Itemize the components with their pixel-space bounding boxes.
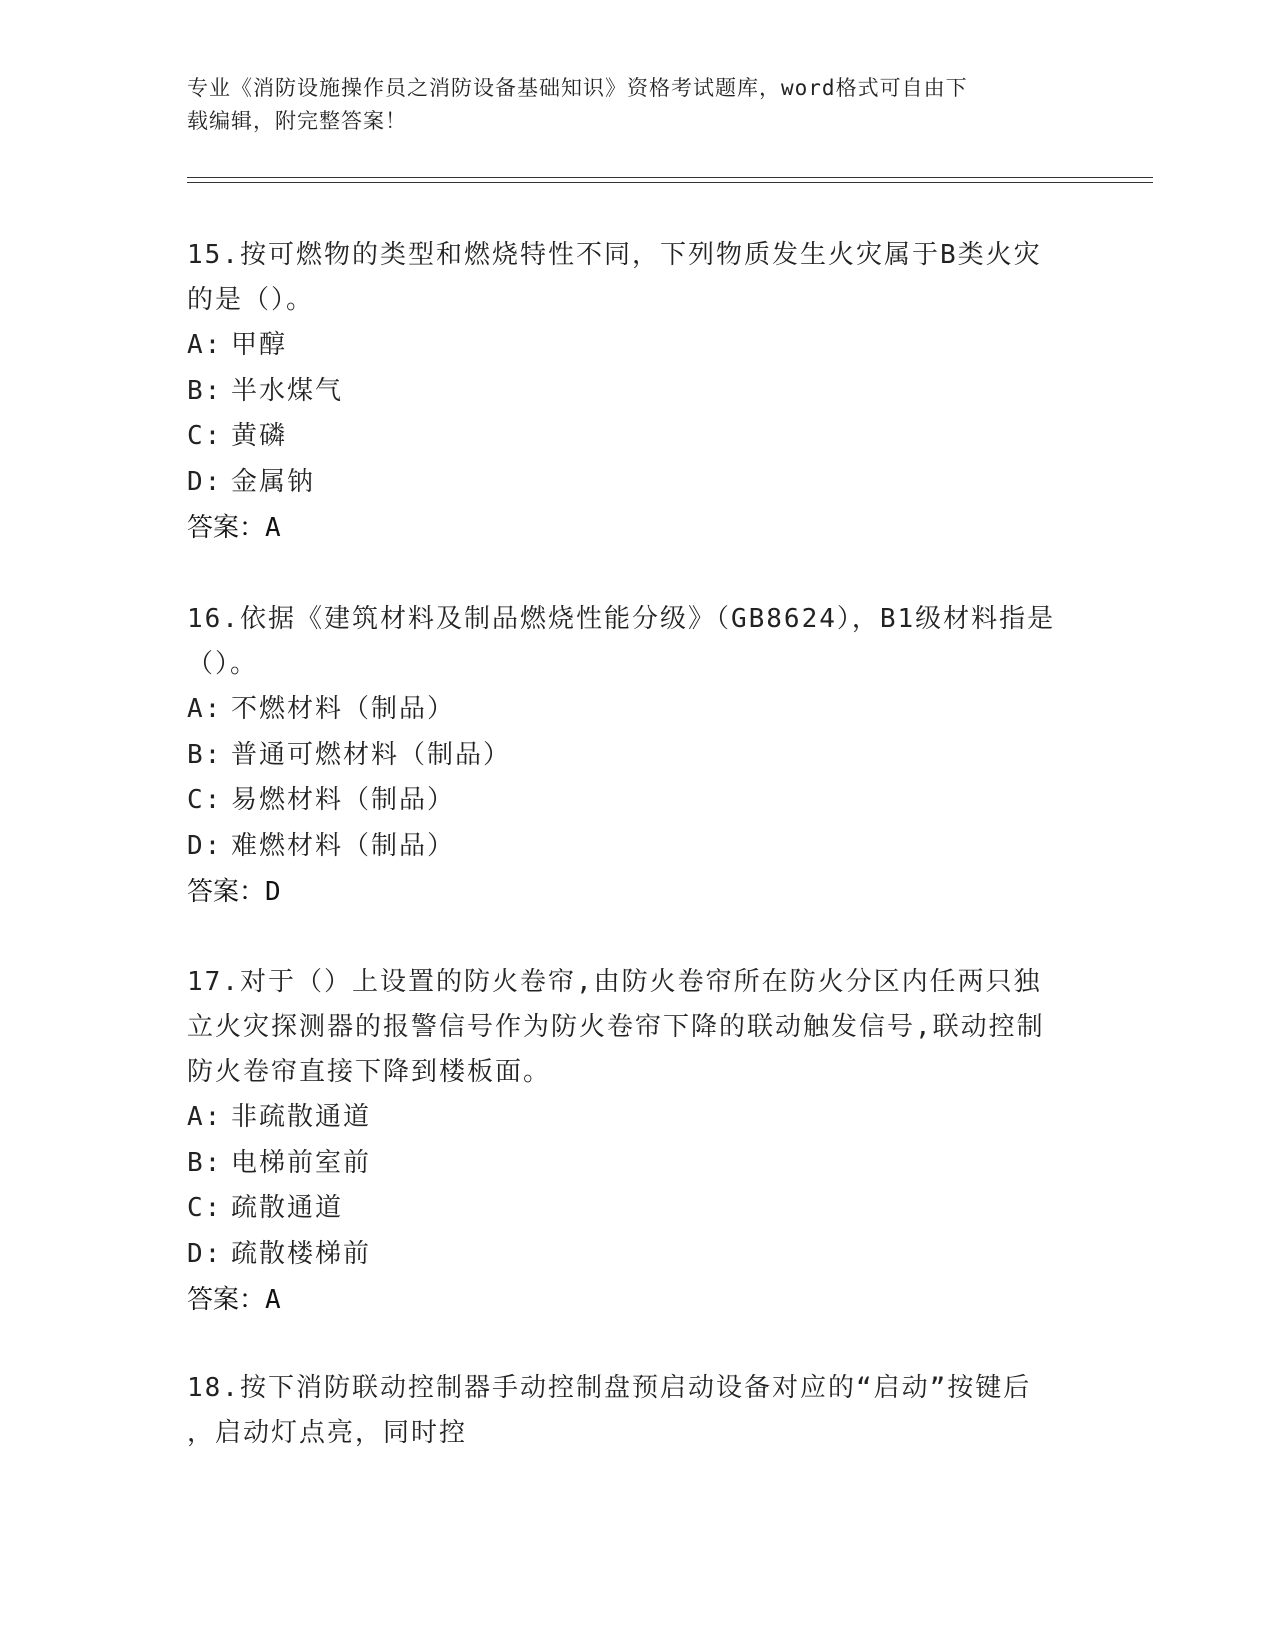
header-divider-bottom [187, 182, 1153, 183]
option-key: D: [187, 1238, 223, 1269]
option-a [187, 323, 1087, 369]
option-b [187, 369, 1087, 415]
answer-label: 答案： [187, 877, 266, 907]
option-a [187, 687, 1087, 733]
document-header [187, 72, 1067, 138]
answer-label: 答案： [187, 513, 266, 543]
answer-line [187, 869, 1087, 915]
option-text: 半水煤气 [231, 375, 344, 406]
question-stem-line: 15.按可燃物的类型和燃烧特性不同，下列物质发生火灾属于B类火灾 [187, 240, 1042, 270]
option-c [187, 1186, 1087, 1232]
option-text: 甲醇 [231, 330, 288, 360]
option-b [187, 733, 1087, 779]
question-stem-line: 17.对于（）上设置的防火卷帘,由防火卷帘所在防火分区内任两只独 [187, 967, 1042, 997]
option-text: 金属钠 [231, 466, 316, 497]
answer-line [187, 1277, 1087, 1323]
option-key: D: [187, 466, 223, 497]
option-text: 易燃材料（制品） [231, 785, 456, 815]
question-15 [187, 233, 1087, 551]
answer-value: A [265, 513, 281, 543]
option-c [187, 778, 1087, 824]
question-16 [187, 597, 1087, 915]
option-c [187, 414, 1087, 460]
option-key: D: [187, 830, 223, 861]
option-key: B: [187, 1147, 223, 1178]
option-text: 疏散通道 [231, 1193, 344, 1223]
answer-line [187, 505, 1087, 551]
question-stem-line: 18.按下消防联动控制器手动控制盘预启动设备对应的“启动”按键后 [187, 1373, 1032, 1403]
option-text: 难燃材料（制品） [231, 830, 456, 861]
option-text: 不燃材料（制品） [231, 694, 456, 724]
option-key: A: [187, 330, 223, 360]
option-text: 疏散楼梯前 [231, 1238, 372, 1269]
option-text: 电梯前室前 [231, 1147, 372, 1178]
option-a [187, 1095, 1087, 1141]
option-d [187, 460, 1087, 506]
option-text: 非疏散通道 [231, 1102, 372, 1132]
question-stem-line: （）。 [187, 649, 259, 679]
question-17 [187, 960, 1087, 1323]
option-text: 普通可燃材料（制品） [231, 739, 512, 770]
question-stem-line: 的是（）。 [187, 285, 315, 315]
option-key: B: [187, 375, 223, 406]
header-divider-top [187, 177, 1153, 178]
question-stem-line: 防火卷帘直接下降到楼板面。 [187, 1057, 552, 1087]
answer-value: D [265, 877, 281, 907]
option-key: C: [187, 785, 223, 815]
option-key: A: [187, 694, 223, 724]
header-line-2: 载编辑，附完整答案！ [187, 109, 407, 133]
question-18 [187, 1366, 1087, 1456]
question-stem-line: 立火灾探测器的报警信号作为防火卷帘下降的联动触发信号,联动控制 [187, 1012, 1045, 1042]
option-b [187, 1141, 1087, 1187]
question-stem-line: 16.依据《建筑材料及制品燃烧性能分级》（GB8624），B1级材料指是 [187, 604, 1056, 634]
question-stem-line: ，启动灯点亮，同时控 [187, 1418, 468, 1448]
option-key: A: [187, 1102, 223, 1132]
option-text: 黄磷 [231, 421, 288, 451]
option-d [187, 824, 1087, 870]
answer-value: A [265, 1285, 281, 1315]
answer-label: 答案： [187, 1285, 266, 1315]
option-key: B: [187, 739, 223, 770]
option-key: C: [187, 421, 223, 451]
option-key: C: [187, 1193, 223, 1223]
header-line-1: 专业《消防设施操作员之消防设备基础知识》资格考试题库，word格式可自由下 [187, 76, 968, 100]
option-d [187, 1232, 1087, 1278]
